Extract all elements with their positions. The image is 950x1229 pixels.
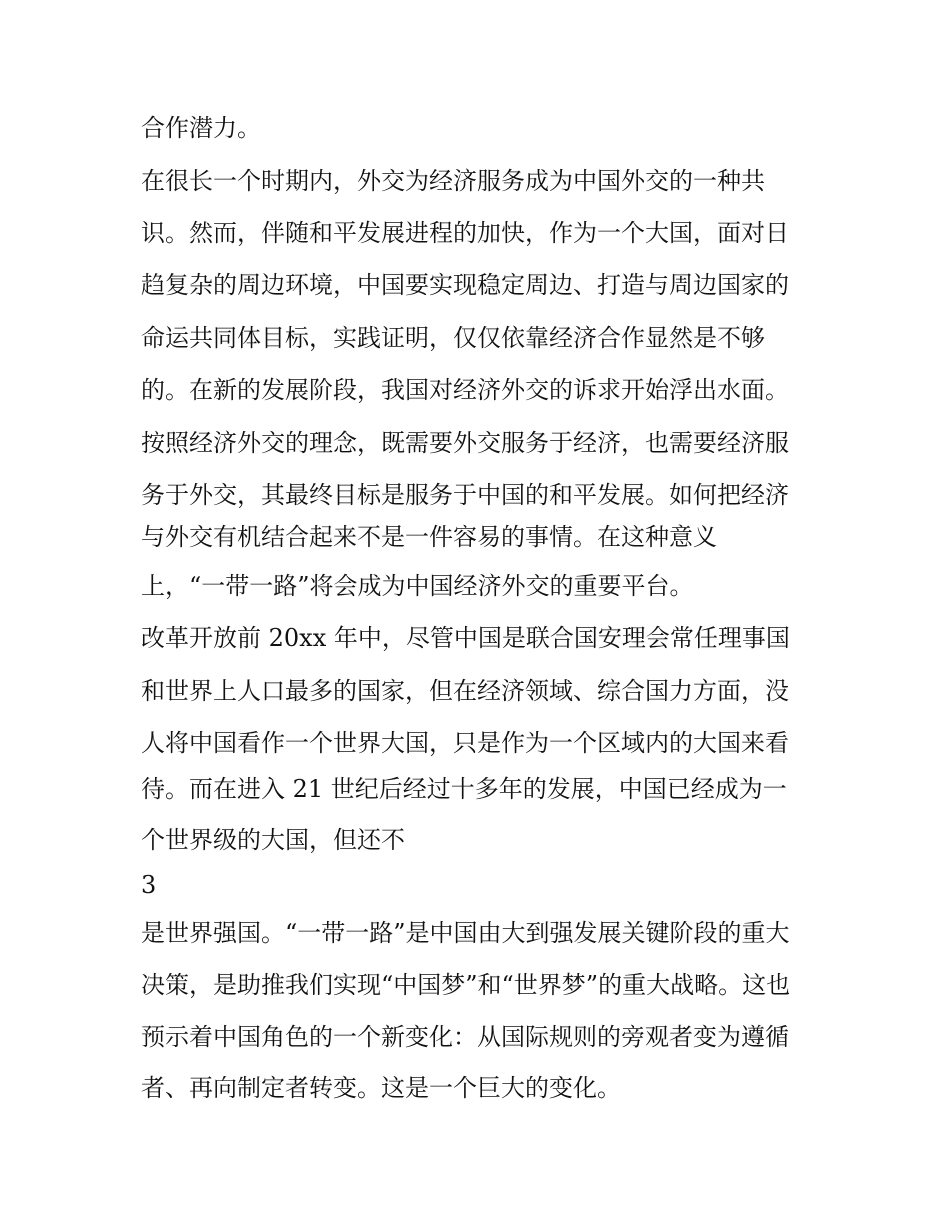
- text-line: 趋复杂的周边环境，中国要实现稳定周边、打造与周边国家的: [141, 271, 789, 299]
- text-line: 务于外交，其最终目标是服务于中国的和平发展。如何把经济: [141, 481, 789, 509]
- text-line: 待。而在进入 21 世纪后经过十多年的发展，中国已经成为一: [141, 775, 787, 803]
- text-line: 在很长一个时期内，外交为经济服务成为中国外交的一种共: [141, 167, 765, 195]
- text-line: 决策，是助推我们实现“中国梦”和“世界梦”的重大战略。这也: [141, 971, 791, 999]
- text-line: 和世界上人口最多的国家，但在经济领域、综合国力方面，没: [141, 677, 789, 705]
- text-line: 合作潜力。: [141, 114, 261, 142]
- text-line: 改革开放前 20xx 年中，尽管中国是联合国安理会常任理事国: [141, 624, 790, 652]
- page-number: 3: [141, 871, 157, 899]
- text-line: 按照经济外交的理念，既需要外交服务于经济，也需要经济服: [141, 429, 789, 457]
- text-line: 是世界强国。“一带一路”是中国由大到强发展关键阶段的重大: [141, 919, 790, 947]
- text-line: 人将中国看作一个世界大国，只是作为一个区域内的大国来看: [141, 729, 789, 757]
- text-line: 个世界级的大国，但还不: [141, 826, 405, 854]
- text-line: 命运共同体目标，实践证明，仅仅依靠经济合作显然是不够: [141, 324, 765, 352]
- text-line: 者、再向制定者转变。这是一个巨大的变化。: [141, 1074, 621, 1102]
- text-line: 识。然而，伴随和平发展进程的加快，作为一个大国，面对日: [141, 219, 789, 247]
- text-line: 的。在新的发展阶段，我国对经济外交的诉求开始浮出水面。: [141, 376, 789, 404]
- text-line: 预示着中国角色的一个新变化：从国际规则的旁观者变为遵循: [141, 1023, 789, 1051]
- text-line: 上，“一带一路”将会成为中国经济外交的重要平台。: [141, 572, 694, 600]
- text-line: 与外交有机结合起来不是一件容易的事情。在这种意义: [141, 523, 717, 551]
